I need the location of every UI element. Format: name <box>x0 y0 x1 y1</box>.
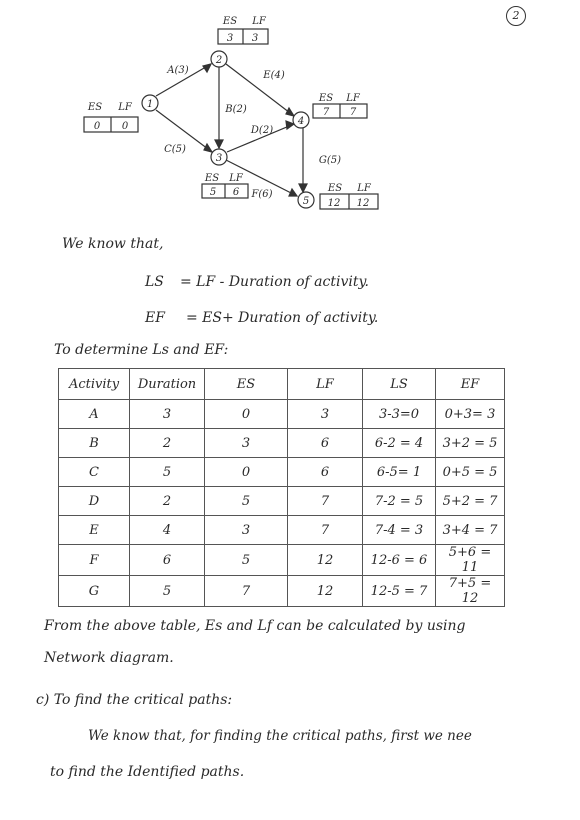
cell-ef: 5+6 = 11 <box>436 545 505 576</box>
node-3-es: 5 <box>209 187 217 198</box>
arrowhead-3-5 <box>289 189 297 196</box>
node-1-es-label: ES <box>87 102 103 113</box>
cell-es: 0 <box>205 458 288 487</box>
node-2-lf: 3 <box>251 33 259 44</box>
cell-ef: 7+5 = 12 <box>436 576 505 607</box>
edge-label-c: C(5) <box>164 144 186 155</box>
node-2-id: 2 <box>215 55 223 66</box>
edge-label-b: B(2) <box>225 104 247 115</box>
cell-ef: 3+4 = 7 <box>436 516 505 545</box>
node-5-id: 5 <box>302 196 310 207</box>
arrowhead-2-4 <box>286 108 294 116</box>
cell-duration: 4 <box>130 516 205 545</box>
cell-lf: 6 <box>288 458 363 487</box>
node-3-es-label: ES <box>204 173 220 184</box>
node-2-lf-label: LF <box>252 16 266 27</box>
node-1-lf: 0 <box>121 121 129 132</box>
header-lf: LF <box>288 369 363 400</box>
node-2-es: 3 <box>226 33 234 44</box>
we-know-line: We know that, <box>62 236 164 252</box>
cell-activity: A <box>59 400 130 429</box>
cell-ls: 12-6 = 6 <box>363 545 436 576</box>
node-3-lf: 6 <box>232 187 240 198</box>
cell-lf: 7 <box>288 516 363 545</box>
node-4-id: 4 <box>297 116 305 127</box>
node-4-lf-label: LF <box>346 93 360 104</box>
cell-ls: 3-3=0 <box>363 400 436 429</box>
cell-es: 5 <box>205 487 288 516</box>
node-2-es-label: ES <box>222 16 238 27</box>
header-activity: Activity <box>59 369 130 400</box>
table-row <box>59 545 505 576</box>
cell-es: 7 <box>205 576 288 607</box>
table-row <box>59 487 505 516</box>
determine-heading: To determine Ls and EF: <box>54 342 229 358</box>
table-header-row <box>59 369 505 400</box>
node-1-id: 1 <box>146 99 154 110</box>
cell-es: 0 <box>205 400 288 429</box>
cell-ef: 0+5 = 5 <box>436 458 505 487</box>
cell-ls: 6-5= 1 <box>363 458 436 487</box>
cell-activity: B <box>59 429 130 458</box>
node-4-es-label: ES <box>318 93 334 104</box>
edge-label-e: E(4) <box>263 70 285 81</box>
cell-lf: 7 <box>288 487 363 516</box>
es-lf-table <box>58 368 505 607</box>
arrowhead-2-3 <box>215 140 223 148</box>
ls-formula-left: LS <box>145 274 164 290</box>
cell-activity: C <box>59 458 130 487</box>
node-5-es: 12 <box>327 198 341 209</box>
critical-line-1: We know that, for finding the critical paths, first we nee <box>88 728 472 744</box>
cell-activity: D <box>59 487 130 516</box>
arrowhead-1-3 <box>204 144 212 152</box>
table-row <box>59 516 505 545</box>
cell-activity: G <box>59 576 130 607</box>
arrowhead-1-2 <box>203 64 211 72</box>
cell-duration: 6 <box>130 545 205 576</box>
cell-lf: 12 <box>288 576 363 607</box>
conclusion-line-1: From the above table, Es and Lf can be calculated by using <box>44 618 466 634</box>
cell-ls: 7-4 = 3 <box>363 516 436 545</box>
ef-formula-left: EF <box>145 310 165 326</box>
cell-lf: 3 <box>288 400 363 429</box>
cell-lf: 12 <box>288 545 363 576</box>
cell-ef: 0+3= 3 <box>436 400 505 429</box>
cell-lf: 6 <box>288 429 363 458</box>
node-1-lf-label: LF <box>118 102 132 113</box>
edge-label-g: G(5) <box>318 155 342 166</box>
cell-ls: 12-5 = 7 <box>363 576 436 607</box>
table-row <box>59 458 505 487</box>
cell-ls: 6-2 = 4 <box>363 429 436 458</box>
node-5-lf: 12 <box>356 198 370 209</box>
edge-label-d: D(2) <box>250 125 274 136</box>
arrowhead-4-5 <box>299 184 307 192</box>
node-4-es: 7 <box>322 107 330 118</box>
cell-es: 3 <box>205 429 288 458</box>
cell-activity: F <box>59 545 130 576</box>
node-3-lf-label: LF <box>229 173 243 184</box>
cell-es: 3 <box>205 516 288 545</box>
node-3-id: 3 <box>215 153 223 164</box>
table-row <box>59 576 505 607</box>
critical-heading: c) To find the critical paths: <box>36 692 233 708</box>
cell-duration: 3 <box>130 400 205 429</box>
header-es: ES <box>205 369 288 400</box>
ls-formula-right: = LF - Duration of activity. <box>180 274 369 290</box>
cell-ef: 5+2 = 7 <box>436 487 505 516</box>
cell-es: 5 <box>205 545 288 576</box>
page-number-text: 2 <box>512 9 520 22</box>
conclusion-line-2: Network diagram. <box>44 650 174 666</box>
cell-duration: 2 <box>130 487 205 516</box>
node-5-es-label: ES <box>327 183 343 194</box>
table-row <box>59 429 505 458</box>
edge-label-a: A(3) <box>167 65 189 76</box>
header-ef: EF <box>436 369 505 400</box>
network-diagram <box>0 0 580 230</box>
table-row <box>59 400 505 429</box>
node-1-es: 0 <box>93 121 101 132</box>
node-4-lf: 7 <box>349 107 357 118</box>
header-ls: LS <box>363 369 436 400</box>
header-duration: Duration <box>130 369 205 400</box>
cell-duration: 2 <box>130 429 205 458</box>
cell-duration: 5 <box>130 458 205 487</box>
cell-activity: E <box>59 516 130 545</box>
cell-ls: 7-2 = 5 <box>363 487 436 516</box>
cell-duration: 5 <box>130 576 205 607</box>
cell-ef: 3+2 = 5 <box>436 429 505 458</box>
edge-label-f: F(6) <box>251 189 273 200</box>
critical-line-2: to find the Identified paths. <box>50 764 245 780</box>
ef-formula-right: = ES+ Duration of activity. <box>186 310 379 326</box>
node-5-lf-label: LF <box>357 183 371 194</box>
